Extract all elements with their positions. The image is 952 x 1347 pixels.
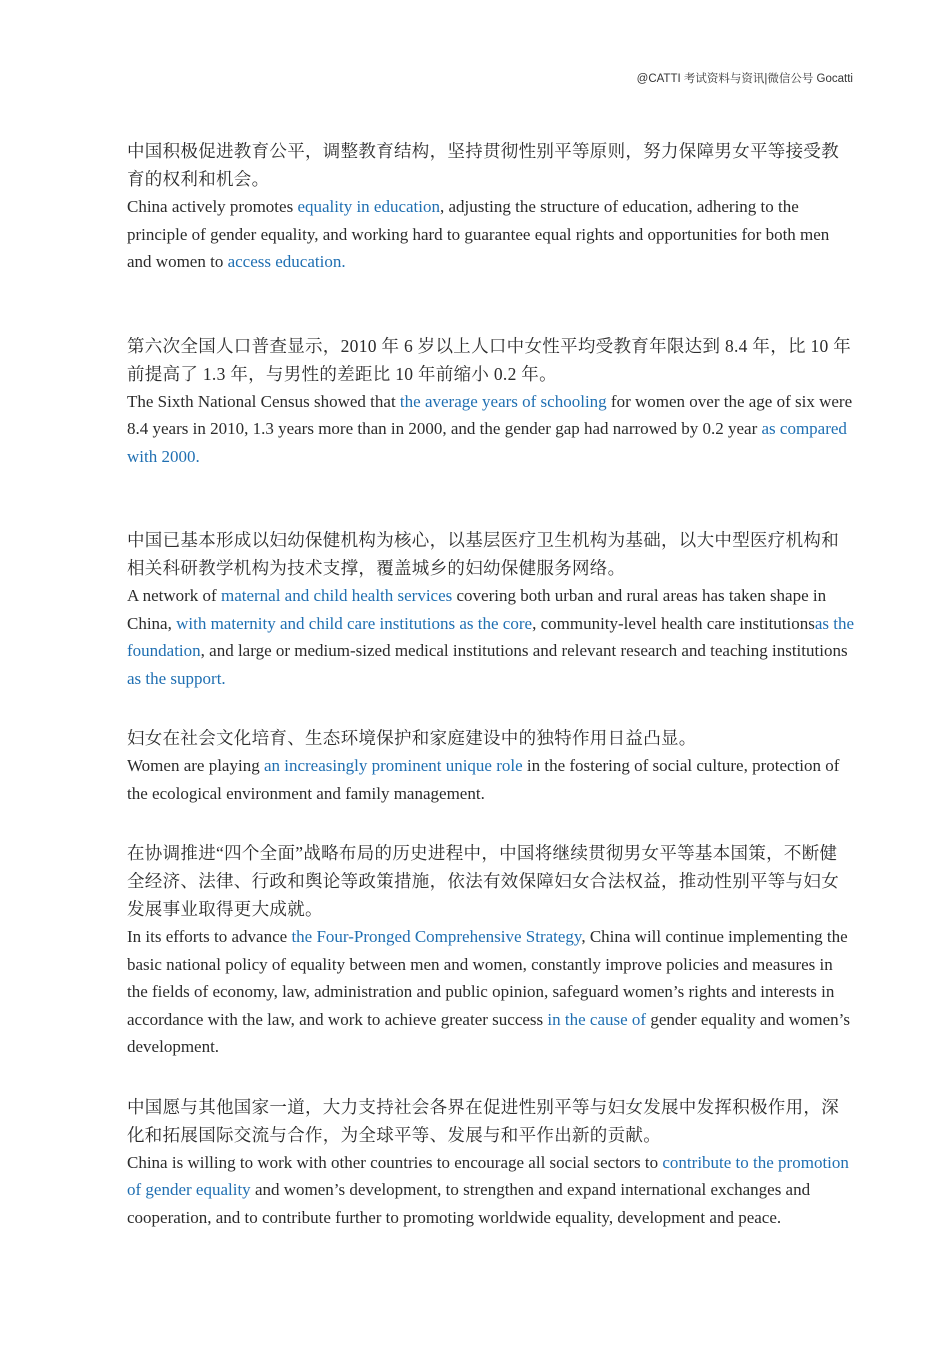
paragraph-block-education <box>127 137 855 276</box>
highlighted-term: the Four-Pronged Comprehensive Strategy <box>291 927 582 946</box>
text-run: China is willing to work with other countries to encourage all social sectors to <box>127 1152 663 1172</box>
english-translation <box>127 923 855 1061</box>
english-translation <box>127 193 855 276</box>
highlighted-term: as the support. <box>127 668 226 688</box>
header-note: @CATTI 考试资料与资讯|微信公号 Gocatti <box>636 73 853 85</box>
paragraph-block-census <box>127 332 855 471</box>
text-run: A network of <box>127 586 221 605</box>
highlighted-term: the average years of schooling <box>399 391 607 411</box>
highlighted-term: in the cause of <box>547 1009 647 1029</box>
highlighted-term: with maternity and child care institutions as the core <box>176 613 533 633</box>
text-run: In its efforts to advance <box>127 927 292 946</box>
english-translation <box>127 752 855 807</box>
text-run: gender equality and women’s development. <box>127 1009 851 1056</box>
highlighted-term: as the foundation <box>127 613 855 660</box>
text-run: , adjusting the structure of education, adhering to the principle of gender equality, and working hard to guarantee equal rights and opportunities for both men and women to <box>127 197 830 271</box>
text-run: The Sixth National Census showed that <box>127 391 400 411</box>
paragraph-block-health <box>127 526 855 692</box>
text-run: , and large or medium-sized medical institutions and relevant research and teaching institutions <box>200 641 848 660</box>
english-translation <box>127 1149 855 1232</box>
highlighted-term: maternal and child health services <box>220 586 453 605</box>
chinese-text: 在协调推进“四个全面”战略布局的历史进程中，中国将继续贯彻男女平等基本国策，不断健全经济、法律、行政和舆论等政策措施，依法有效保障妇女合法权益，推动性别平等与妇女发展事业取得更大成就。 <box>127 843 839 919</box>
document-body <box>127 137 855 1231</box>
highlighted-term: an increasingly prominent unique role <box>263 756 523 775</box>
highlighted-term: equality in education <box>297 197 441 216</box>
text-run: in the fostering of social culture, protection of the ecological environment and family management. <box>127 756 840 803</box>
paragraph-block-cooperation <box>127 1093 855 1232</box>
paragraph-block-women-role <box>127 724 855 807</box>
paragraph-block-strategy <box>127 839 855 1061</box>
highlighted-term: as compared with 2000. <box>127 419 847 466</box>
chinese-text: 中国愿与其他国家一道，大力支持社会各界在促进性别平等与妇女发展中发挥积极作用，深化和拓展国际交流与合作，为全球平等、发展与和平作出新的贡献。 <box>127 1096 839 1145</box>
chinese-text: 中国已基本形成以妇幼保健机构为核心，以基层医疗卫生机构为基础，以大中型医疗机构和相关科研教学机构为技术支撑，覆盖城乡的妇幼保健服务网络。 <box>127 530 839 578</box>
english-translation <box>127 582 855 692</box>
text-run: , China will continue implementing the basic national policy of equality between men and women, constantly improve policies and measures in the fields of economy, law, administration and public opinion, safeguard women’s rights and interests in accordance with the law, and work to achieve greater success <box>127 927 848 1029</box>
english-translation <box>127 388 855 471</box>
chinese-text: 妇女在社会文化培育、生态环境保护和家庭建设中的独特作用日益凸显。 <box>127 728 697 748</box>
highlighted-term: contribute to the promotion of gender equality <box>127 1152 849 1199</box>
text-run: and women’s development, to strengthen and expand international exchanges and cooperation, and to contribute further to promoting worldwide equality, development and peace. <box>127 1180 811 1227</box>
highlighted-term: access education. <box>227 252 346 271</box>
text-run: for women over the age of six were 8.4 years in 2010, 1.3 years more than in 2000, and the gender gap had narrowed by 0.2 year <box>127 391 853 438</box>
chinese-text: 中国积极促进教育公平，调整教育结构，坚持贯彻性别平等原则，努力保障男女平等接受教育的权利和机会。 <box>127 141 839 189</box>
text-run: , community-level health care institutions <box>532 613 815 633</box>
text-run: China actively promotes <box>127 197 298 216</box>
text-run: Women are playing <box>127 756 264 775</box>
text-run: covering both urban and rural areas has taken shape in China, <box>127 586 827 633</box>
chinese-text: 第六次全国人口普查显示，2010 年 6 岁以上人口中女性平均受教育年限达到 8.4 年，比 10 年前提高了 1.3 年，与男性的差距比 10 年前缩小 0.2 年。 <box>127 335 852 384</box>
